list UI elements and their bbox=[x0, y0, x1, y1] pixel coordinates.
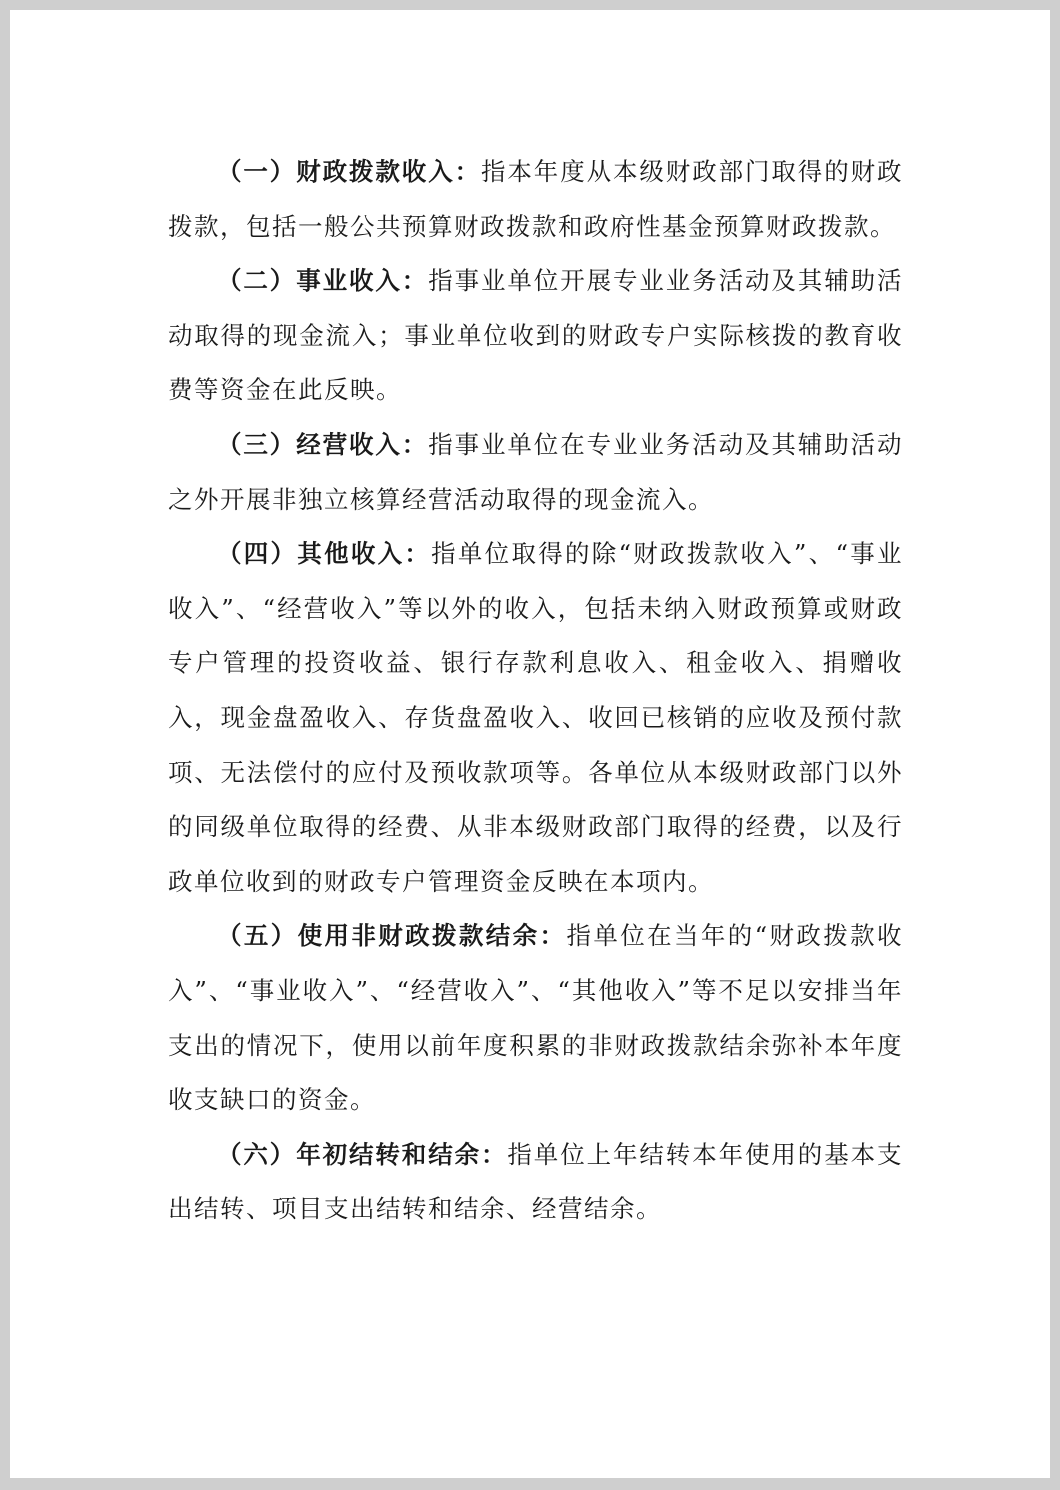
term-label: （二）事业收入： bbox=[217, 266, 429, 296]
term-definition: 指单位在当年的“财政拨款收入”、“事业收入”、“经营收入”、“其他收入”等不足以安排当年支出的情况下，使用以前年度积累的非财政拨款结余弥补本年度收支缺口的资金。 bbox=[168, 921, 904, 1115]
paragraph-carryover-and-balance bbox=[168, 1128, 903, 1237]
term-label: （五）使用非财政拨款结余： bbox=[217, 921, 567, 951]
paragraph-operating-income bbox=[168, 418, 903, 527]
term-definition: 指事业单位开展专业业务活动及其辅助活动取得的现金流入；事业单位收到的财政专户实际核拨的教育收费等资金在此反映。 bbox=[168, 266, 904, 405]
term-label: （一）财政拨款收入： bbox=[217, 157, 481, 186]
paragraph-other-income bbox=[168, 527, 903, 909]
term-definition: 指事业单位在专业业务活动及其辅助活动之外开展非独立核算经营活动取得的现金流入。 bbox=[168, 429, 904, 514]
document-page bbox=[10, 10, 1050, 1478]
document-body bbox=[168, 145, 903, 1237]
term-definition: 指单位取得的除“财政拨款收入”、“事业收入”、“经营收入”等以外的收入，包括未纳入财政预算或财政专户管理的投资收益、银行存款利息收入、租金收入、捐赠收入，现金盘盈收入、存货盘盈收入、收回已核销的应收及预付款项、无法偿付的应付及预收款项等。各单位从本级财政部门以外的同级单位取得的经费、从非本级财政部门取得的经费，以及行政单位收到的财政专户管理资金反映在本项内。 bbox=[168, 539, 904, 896]
term-label: （三）经营收入： bbox=[217, 429, 429, 459]
paragraph-fiscal-appropriation-income bbox=[168, 145, 903, 254]
term-label: （四）其他收入： bbox=[217, 539, 432, 569]
term-definition: 指本年度从本级财政部门取得的财政拨款，包括一般公共预算财政拨款和政府性基金预算财政拨款。 bbox=[168, 157, 903, 241]
paragraph-business-income bbox=[168, 254, 903, 418]
term-definition: 指单位上年结转本年使用的基本支出结转、项目支出结转和结余、经营结余。 bbox=[168, 1139, 904, 1224]
term-label: （六）年初结转和结余： bbox=[217, 1139, 508, 1169]
paragraph-non-fiscal-balance-usage bbox=[168, 909, 903, 1127]
